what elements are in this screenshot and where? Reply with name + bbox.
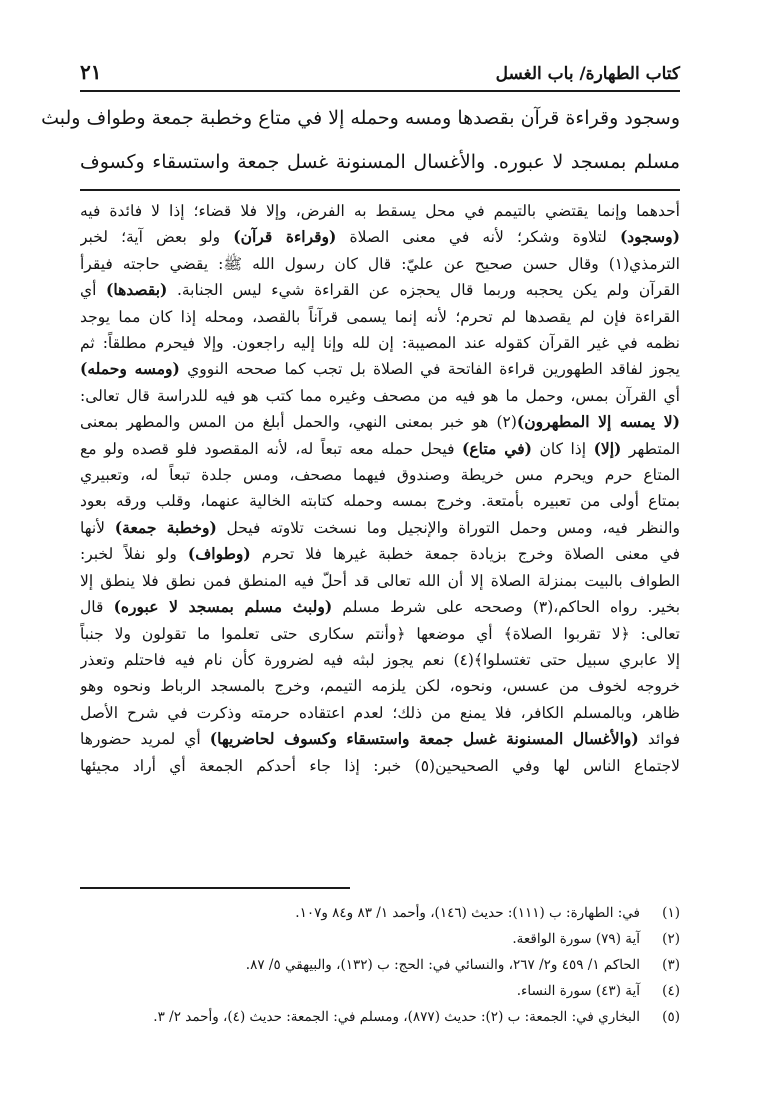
footnote-text: آية (٤٣) سورة النساء.: [516, 983, 640, 999]
footnote-number: (١): [662, 905, 680, 921]
footnote-number: (٣): [662, 957, 680, 973]
commentary-line: القراءة فإن لم يقصدها لم تحرم؛ لأنه إنما يسمى قرآناً بالقصد، ومحله إذا كان مما يوجد: [80, 307, 680, 326]
commentary-line: أي القرآن بمس، وحمل ما هو فيه من مصحف وغيره مما كتب هو فيه للدراسة قال تعالى:: [80, 386, 680, 405]
commentary-line: المتطهر (إلا) إذا كان (في متاع) فيحل حمله معه تبعاً له، لأنه المقصود فلو قصده ولو مع: [80, 438, 680, 458]
main-text-line: مسلم بمسجد لا عبوره. والأغسال المسنونة غسل جمعة واستسقاء وكسوف: [80, 151, 680, 173]
footnote-number: (٢): [662, 931, 680, 947]
commentary-line: في معنى الصلاة وخرج بزيادة جمعة خطبة غيرها فلا تحرم (وطواف) ولو نفلاً لخبر:: [80, 544, 680, 564]
commentary-line: بمتاع أولى من تعبيره بأمتعة. وخرج بمسه وحمله كتابته الخالية عنهما، وقلب ورقه بعود: [80, 492, 680, 511]
page-header: [80, 50, 680, 92]
commentary-line: نظمه في غير القرآن كقوله عند المصيبة: إن لله وإنا إليه راجعون. وإلا فيحرم مطلقاً: ثم: [80, 334, 680, 353]
footnotes: [80, 900, 680, 1030]
commentary-line: ظاهر، وبالمسلم الكافر، فلا يمنع من ذلك؛ لعدم اعتقاده حرمته وذكرت في شرح الأصل: [80, 703, 680, 722]
footnote-number: (٤): [662, 983, 680, 999]
commentary-line: فوائد (والأغسال المسنونة غسل جمعة واستسقاء وكسوف لحاضريها) أي لمريد حضورها: [80, 729, 680, 749]
footnote: [80, 900, 680, 926]
commentary-line: الترمذي(١) وقال حسن صحيح عن عليّ: قال كان رسول الله ﷺ: يقضي حاجته فيقرأ: [80, 254, 680, 273]
page-number: ٢١: [80, 60, 102, 84]
footnote: [80, 926, 680, 952]
commentary-line: يجوز لفاقد الطهورين قراءة الفاتحة في الصلاة بل تجب كما صححه النووي (ومسه وحمله): [80, 359, 680, 379]
footnote: [80, 978, 680, 1004]
footnote: [80, 1004, 680, 1030]
running-title: كتاب الطهارة/ باب الغسل: [495, 64, 680, 84]
commentary-line: والنظر فيه، ومس وحمل التوراة والإنجيل وما نسخت تلاوته فيحل (وخطبة جمعة) لأنها: [80, 517, 680, 537]
commentary-line: القرآن ولم يكن يحجبه وربما قال يحجزه عن القراءة شيء ليس الجنابة. (بقصدها) أي: [80, 280, 680, 300]
commentary-line: الطواف بالبيت بمنزلة الصلاة إلا أن الله تعالى قد أحلّ فيه المنطق فمن نطق فلا ينطق إلا: [80, 571, 680, 590]
commentary-line: لاجتماع الناس لها وفي الصحيحين(٥) خبر: إذا جاء أحدكم الجمعة أي أراد مجيئها: [80, 756, 680, 775]
commentary-line: أحدهما وإنما يقتضي بالتيمم في محل يسقط به الفرض، وإلا فلا قضاء؛ إذا لا فائدة فيه: [80, 202, 680, 220]
commentary-line: تعالى: ﴿لا تقربوا الصلاة﴾ أي موضعها ﴿وأنتم سكارى حتى تعلموا ما تقولون ولا جنباً: [80, 624, 680, 643]
main-text: [41, 96, 680, 184]
footnote-text: آية (٧٩) سورة الواقعة.: [512, 931, 640, 947]
main-text-divider: [80, 189, 680, 191]
footnote: [80, 952, 680, 978]
commentary-line: بخير. رواه الحاكم،(٣) وصححه على شرط مسلم (ولبث مسلم بمسجد لا عبوره) قال: [80, 597, 680, 617]
footnote-divider: [80, 887, 350, 889]
commentary-line: خروجه لخوف من عسس، ونحوه، لكن يلزمه التيمم، وخرج بالمسجد الرباط ونحوه وهو: [80, 677, 680, 696]
footnote-text: في: الطهارة: ب (١١١): حديث (١٤٦)، وأحمد ١/ ٨٣ و٨٤ و١٠٧.: [295, 905, 640, 921]
main-text-line: وسجود وقراءة قرآن بقصدها ومسه وحمله إلا في متاع وخطبة جمعة وطواف ولبث: [41, 107, 680, 129]
footnote-text: الحاكم ١/ ٤٥٩ و٢/ ٢٦٧، والنسائي في: الحج: ب (١٣٢)، والبيهقي ٥/ ٨٧.: [245, 957, 640, 973]
commentary-line: المتاع حرم ويحرم مس خريطة وصندوق فيهما مصحف، ومس جلدة تبعاً له، وتعبيري: [80, 466, 680, 485]
commentary-text: [80, 198, 680, 779]
commentary-line: إلا عابري سبيل حتى تغتسلوا﴾(٤) نعم يجوز لبثه فيه لضرورة كأن نام فيه فاحتلم وتعذر: [80, 650, 680, 669]
commentary-line: (وسجود) لتلاوة وشكر؛ لأنه في معنى الصلاة (وقراءة قرآن) ولو بعض آية؛ لخبر: [80, 227, 680, 247]
footnote-text: البخاري في: الجمعة: ب (٢): حديث (٨٧٧)، ومسلم في: الجمعة: حديث (٤)، وأحمد ٢/ ٣.: [153, 1009, 640, 1025]
footnote-number: (٥): [662, 1009, 680, 1025]
commentary-line: (لا يمسه إلا المطهرون)(٢) هو خبر بمعنى النهي، والحمل أبلغ من المس والمطهر بمعنى: [80, 412, 680, 432]
